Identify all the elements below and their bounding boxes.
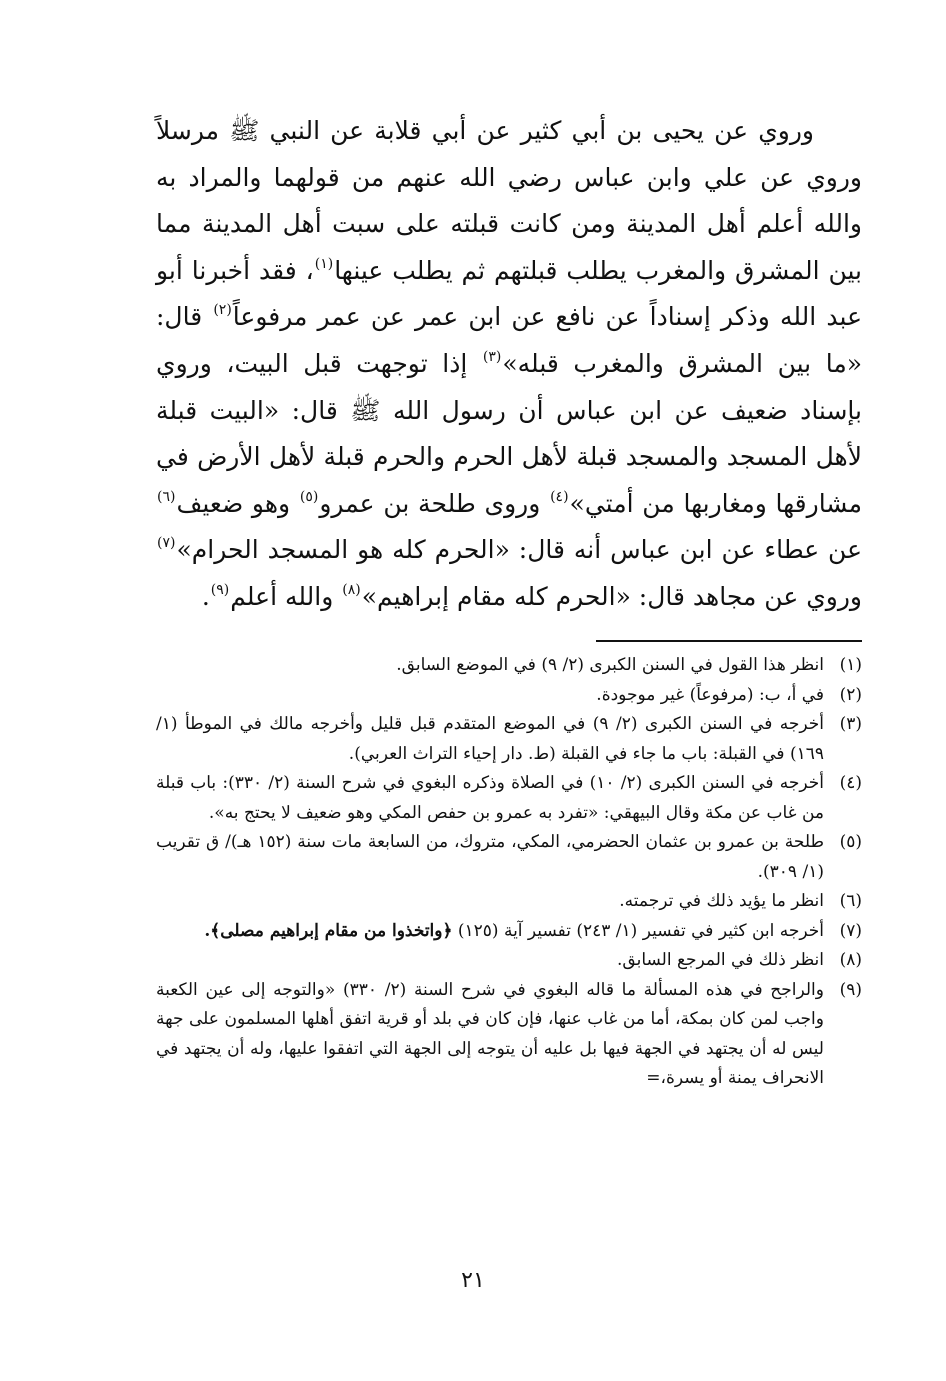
- footnote-number: (٨): [839, 950, 862, 970]
- footnote-ref-5[interactable]: (٥): [299, 488, 319, 505]
- footnote-item: [156, 917, 862, 947]
- footnote-ref-1[interactable]: (١): [314, 255, 334, 272]
- main-body-text: [156, 108, 862, 621]
- footnote-number: (٣): [839, 714, 862, 734]
- footnote-item: [156, 828, 862, 887]
- footnote-separator: [596, 640, 862, 642]
- footnote-number: (٢): [839, 684, 862, 705]
- paragraph-segment: ، فقد أخبرنا أبو عبد الله وذكر إسناداً عن نافع عن ابن عمر عن عمر مرفوعاً: [156, 255, 862, 332]
- footnote-ref-3[interactable]: (٣): [482, 348, 502, 365]
- footnote-item: [156, 651, 862, 681]
- footnote-number: (٩): [839, 979, 862, 1000]
- footnote-number: (١): [839, 655, 862, 675]
- footnote-ref-9[interactable]: (٩): [210, 581, 230, 598]
- paragraph-segment: قال: «ما بين المشرق والمغرب قبله»: [156, 302, 863, 378]
- footnote-item: [156, 681, 862, 711]
- footnote-ref-8[interactable]: (٨): [342, 581, 361, 598]
- footnote-item: [156, 976, 862, 1094]
- footnote-text: انظر ذلك في المرجع السابق.: [617, 950, 824, 970]
- footnote-ref-7[interactable]: (٧): [157, 535, 176, 552]
- paragraph-segment: وروي عن يحيى بن أبي كثير عن أبي قلابة عن النبي ﷺ مرسلاً وروي عن علي وابن عباس رضي الله عنهم من قولهما والمراد به والله أعلم أهل المدينة ومن كانت قبلته على سبت أهل المدينة مما بين المشرق والمغرب يطلب قبلتهم ثم يطلب عينها: [156, 116, 863, 285]
- footnote-ref-4[interactable]: (٤): [550, 488, 569, 505]
- footnote-text: أخرجه في السنن الكبرى (٢/ ١٠) في الصلاة وذكره البغوي في شرح السنة (٢/ ٣٣٠): باب قبلة من غاب عن مكة وقال البيهقي: «تفرد به عمرو بن حفص المكي وهو ضعيف لا يحتج به».: [156, 773, 824, 823]
- paragraph-segment: إذا توجهت قبل البيت، وروي بإسناد ضعيف عن ابن عباس أن رسول الله ﷺ قال: «البيت قبلة لأهل المسجد والمسجد قبلة لأهل الحرم والحرم قبلة لأهل الأرض في مشارقها ومغاربها من أمتي»: [156, 348, 863, 518]
- footnotes-list: [156, 651, 862, 1094]
- footnote-text: انظر هذا القول في السنن الكبرى (٢/ ٩) في الموضع السابق.: [396, 655, 824, 675]
- footnote-item: [156, 769, 862, 828]
- paragraph-segment: عن عطاء عن ابن عباس أنه قال: «الحرم كله هو المسجد الحرام»: [176, 535, 862, 565]
- page-number: ٢١: [461, 1268, 485, 1293]
- footnote-text-tail: .: [204, 920, 211, 941]
- footnote-ref-2[interactable]: (٢): [213, 302, 232, 319]
- footnote-item: [156, 946, 862, 976]
- footnote-text: [156, 917, 824, 947]
- paragraph-segment: وهو ضعيف: [176, 488, 299, 518]
- paragraph-segment: والله أعلم: [230, 581, 342, 611]
- footnote-ref-6[interactable]: (٦): [157, 488, 176, 505]
- footnote-number: (٦): [839, 891, 862, 911]
- footnote-item: [156, 710, 862, 769]
- footnote-number: (٧): [839, 920, 862, 941]
- footnote-text: طلحة بن عمرو بن عثمان الحضرمي، المكي، متروك، من السابعة مات سنة (١٥٢ هـ)/ ق تقريب (١/ ٣٠٩).: [156, 832, 825, 882]
- footnote-item: [156, 887, 862, 917]
- footnote-number: (٤): [839, 773, 862, 793]
- footnote-text: انظر ما يؤيد ذلك في ترجمته.: [619, 891, 824, 911]
- main-paragraph: [156, 108, 862, 621]
- footnote-text: في أ، ب: (مرفوعاً) غير موجودة.: [596, 684, 824, 705]
- paragraph-segment: .: [201, 581, 210, 611]
- footnote-text-plain: أخرجه ابن كثير في تفسير (١/ ٢٤٣) تفسير آية (١٢٥): [452, 920, 824, 941]
- quran-verse: ﴿واتخذوا من مقام إبراهيم مصلى﴾: [210, 920, 453, 941]
- footnote-text: والراجح في هذه المسألة ما قاله البغوي في شرح السنة (٢/ ٣٣٠) «والتوجه إلى عين الكعبة واجب لمن كان بمكة، أما من غاب عنها، فإن كان في بلد أو قرية اتفق أهلها المسلمون على جهة ليس له أن يجتهد في الجهة فيها بل عليه أن يتوجه إلى الجهة التي اتفقوا عليها، وله أن يجتهد في الانحراف يمنة أو يسرة،=: [156, 979, 824, 1088]
- footnote-number: (٥): [839, 832, 862, 852]
- paragraph-segment: وروي عن مجاهد قال: «الحرم كله مقام إبراهيم»: [361, 581, 862, 611]
- footnote-text: أخرجه في السنن الكبرى (٢/ ٩) في الموضع المتقدم قبل قليل وأخرجه مالك في الموطأ (١/ ١٦٩) في القبلة: باب ما جاء في القبلة (ط. دار إحياء التراث العربي).: [156, 714, 824, 764]
- paragraph-segment: وروى طلحة بن عمرو: [319, 488, 550, 518]
